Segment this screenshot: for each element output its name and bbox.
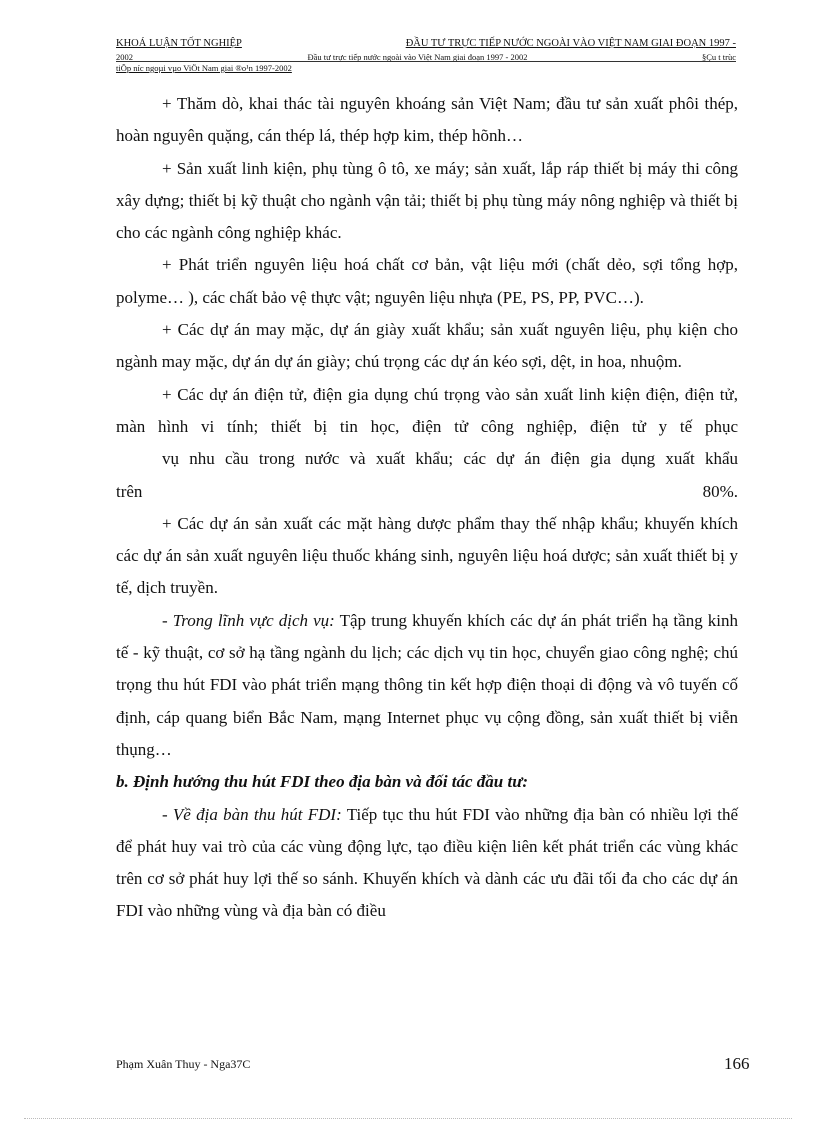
section-heading-b: b. Định hướng thu hút FDI theo địa bàn và đối tác đầu tư: <box>116 772 529 792</box>
paragraph-garments: + Các dự án may mặc, dự án giày xuất khẩu; sản xuất nguyên liệu, phụ kiện cho ngành may mặc, dự án dự án giày; chú trọng các dự án kéo sợi, dệt, in hoa, nhuộm. <box>116 320 738 372</box>
regions-text: Tiếp tục thu hút FDI vào những địa bàn có nhiều lợi thế để phát huy vai trò của các vùng động lực, tạo điều kiện liên kết phát triển các vùng khác trên cơ sở phát huy lợi thế so sánh. Khuyến khích và dành các ưu đãi tối đa cho các dự án FDI vào những vùng và địa bàn có điều <box>116 804 738 921</box>
paragraph-chemicals: + Phát triển nguyên liệu hoá chất cơ bản, vật liệu mới (chất dẻo, sợi tổng hợp, polyme… ), các chất bảo vệ thực vật; nguyên liệu nhựa (PE, PS, PP, PVC…). <box>116 255 738 307</box>
page-number: 166 <box>724 1054 750 1073</box>
footer-author: Phạm Xuân Thuy - Nga37C <box>116 1057 251 1071</box>
header-left: KHOÁ LUẬN TỐT NGHIỆP <box>116 38 242 49</box>
page-bottom-border <box>24 1118 792 1119</box>
body-text <box>116 88 738 928</box>
paragraph-electronics: + Các dự án điện tử, điện gia dụng chú trọng vào sản xuất linh kiện điện, điện tử, màn hình vi tính; thiết bị tin học, điện tử công nghiệp, điện tử y tế phục <box>116 384 738 436</box>
paragraph-electronics-tail <box>116 476 738 508</box>
services-lead: - Trong lĩnh vực dịch vụ: <box>162 610 335 630</box>
services-text: Tập trung khuyến khích các dự án phát triển hạ tầng kinh tế - kỹ thuật, cơ sở hạ tầng ngành du lịch; các dịch vụ tin học, chuyển giao công nghệ; chú trọng thu hút FDI vào phát triển mạng thông tin kết hợp điện thoại di động và vô tuyến cố định, cáp quang biển Bắc Nam, mạng Internet phục vụ cộng đồng, sản xuất thiết bị viễn thụng… <box>116 610 738 759</box>
tail-left: trên <box>116 481 143 501</box>
paragraph-components: + Sản xuất linh kiện, phụ tùng ô tô, xe máy; sản xuất, lắp ráp thiết bị máy thi công xây dựng; thiết bị kỹ thuật cho ngành vận tải; thiết bị phụ tùng máy nông nghiệp và thiết bị cho các ngành công nghiệp khác. <box>116 158 738 243</box>
running-header <box>116 38 736 50</box>
regions-lead: - Về địa bàn thu hút FDI: <box>162 804 342 824</box>
paragraph-mining: + Thăm dò, khai thác tài nguyên khoáng sản Việt Nam; đầu tư sản xuất phôi thép, hoàn nguyên quặng, cán thép lá, thép hợp kim, thép hõnh… <box>116 94 738 146</box>
running-header-line3: tiÕp níc ngoµi vµo ViÖt Nam giai ®o¹n 1997-2002 <box>116 63 292 73</box>
header-line2-middle: Đầu tư trực tiếp nước ngoài vào Việt Nam giai đoạn 1997 - 2002 <box>307 52 528 62</box>
tail-right: 80%. <box>702 481 738 501</box>
paragraph-regions <box>116 799 738 928</box>
header-line2-left: 2002 <box>116 52 133 62</box>
paragraph-services <box>116 605 738 766</box>
paragraph-electronics-continued: vụ nhu cầu trong nước và xuất khẩu; các dự án điện gia dụng xuất khẩu <box>162 449 738 469</box>
header-right: ĐẦU TƯ TRỰC TIẾP NƯỚC NGOÀI VÀO VIỆT NAM GIAI ĐOẠN 1997 - <box>405 38 736 49</box>
header-line2-right: §Çu t trùc <box>701 52 736 62</box>
paragraph-pharma: + Các dự án sản xuất các mặt hàng dược phẩm thay thế nhập khẩu; khuyến khích các dự án sản xuất nguyên liệu thuốc kháng sinh, nguyên liệu hoá dược; sản xuất thiết bị y tế, dịch truyền. <box>116 513 738 598</box>
